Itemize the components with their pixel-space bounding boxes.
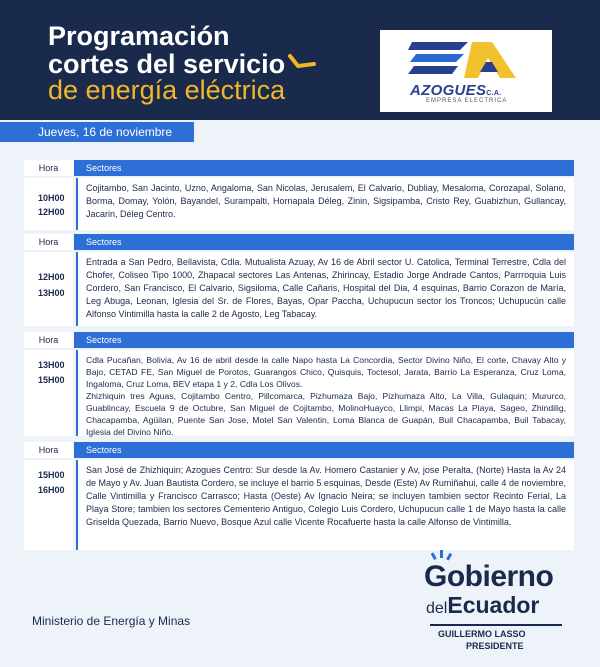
president-title: PRESIDENTE bbox=[466, 641, 524, 651]
time-cell bbox=[24, 252, 73, 326]
sectores-header: Sectores bbox=[74, 160, 574, 176]
start-time: 12H00 bbox=[38, 272, 65, 282]
schedule-block-2 bbox=[24, 234, 574, 326]
logo-name: AZOGUESC.A. bbox=[410, 82, 502, 99]
end-time: 13H00 bbox=[38, 288, 65, 298]
schedule-block-4 bbox=[24, 442, 574, 550]
azogues-logo bbox=[380, 30, 552, 112]
hora-header: Hora bbox=[24, 234, 73, 250]
date-label: Jueves, 16 de noviembre bbox=[0, 122, 194, 142]
end-time: 15H00 bbox=[38, 375, 65, 385]
header-banner bbox=[0, 0, 600, 120]
ministry-label: Ministerio de Energía y Minas bbox=[32, 614, 191, 628]
president-name: GUILLERMO LASSO bbox=[438, 629, 526, 639]
sectores-header: Sectores bbox=[74, 442, 574, 458]
time-cell bbox=[24, 460, 73, 550]
hora-header: Hora bbox=[24, 442, 73, 458]
lightning-icon bbox=[286, 52, 318, 74]
gobierno-text: Gobierno bbox=[424, 560, 554, 593]
sectors-text: Cojitambo, San Jacinto, Uzno, Angaloma, San Nicolas, Jerusalem, El Calvario, Dubliay, Mesaloma, Corozapal, Solano, Borma, Domay, Yolón, Bayandel, Surampalti, Hornapala Déleg, Zinin, Sigsipamba, Cristo Rey, Guabizhun, Gullancay, Jacarin, Déleg Centro. bbox=[76, 178, 574, 230]
title-line-3: de energía eléctrica bbox=[48, 75, 286, 105]
schedule-block-3 bbox=[24, 332, 574, 436]
azogues-logo-icon bbox=[408, 40, 524, 82]
logo-subtitle: EMPRESA ELECTRICA bbox=[426, 98, 508, 104]
gobierno-logo bbox=[418, 548, 578, 658]
sectors-text bbox=[76, 350, 574, 436]
title-line-2: cortes del servicio bbox=[48, 49, 286, 79]
end-time: 12H00 bbox=[38, 207, 65, 217]
start-time: 13H00 bbox=[38, 360, 65, 370]
end-time: 16H00 bbox=[38, 485, 65, 495]
sectores-header: Sectores bbox=[74, 234, 574, 250]
sectors-text-part-1: Cdla Pucañan, Bolivia, Av 16 de abril desde la calle Napo hasta La Concordia, Sector Divino Niño, El corte, Chavay Alto y Bajo, CETAD FE, San Miguel de Porotos, Guarangos Chico, Quisquis, Toctesol, Jarata, Barrio La Esperanza, Cruz Loma, Ingaloma, Cruz Loma, BEV etapa 1 y 2, Cdla Los Olivos. bbox=[86, 355, 566, 389]
sectores-header: Sectores bbox=[74, 332, 574, 348]
sectors-text: Entrada a San Pedro, Bellavista, Cdla. Mutualista Azuay, Av 16 de Abril sector U. Catolica, Terminal Terrestre, Cdla del Chofer, Coliseo Tipo 1000, Zhapacal sectores Las Antenas, Zhirincay, Estadio Jorge Andrade Cantos, Parrroquia Luis Cordero, San Francisco, El Calvario, Sigsiloma, Calle Cañaris, Hospital del Dia, 4 esquinas, Barrio Corazon de María, Leg Abuga, Leonan, Iglesia del Sr. de Flores, Bayas, Opar Paccha, Uchupucun sector los Troncos; Uchupucún calle Alfonso Vintimilla hasta la calle 2 de Agosto, Leg Tabacay. bbox=[76, 252, 574, 326]
start-time: 10H00 bbox=[38, 193, 65, 203]
time-cell bbox=[24, 178, 73, 230]
start-time: 15H00 bbox=[38, 470, 65, 480]
divider bbox=[430, 624, 562, 626]
sectors-text-part-2: Zhizhiquin tres Aguas, Cojitambo Centro, Pillcomarca, Pizhumaza Bajo, Pizhumaza Alto, La Villa, Gulaquin; Mururco, Guablincay, Escuela 9 de Octubre, San Miguel de Cojitambo, MolinoHuayco, Llimpi, Macas La Playa, Sageo, Zhindilig, Chacapamba, Agüilan, Puente San Jose, Motel San Valentin, Loma Blanca de Guapán, Buil Chacapamba, Buil Tabacay, Iglesia del Divino Niño. bbox=[86, 391, 566, 437]
schedule-block-1 bbox=[24, 160, 574, 230]
hora-header: Hora bbox=[24, 160, 73, 176]
time-cell bbox=[24, 350, 73, 436]
sectors-text: San José de Zhizhiquin; Azogues Centro: Sur desde la Av. Homero Castanier y Av, jose Peralta, (Norte) Hasta la Av 24 de Mayo y Av. Juan Bautista Cordero, se incluye el barrio 5 esquinas, Desde (Este) Av Rumiñahui, calle 4 de noviembre, Calle Vintimilla y Francisco Carrasco; Hasta (Oeste) Av Ignacio Neira; se incluyen tambien sector Recinto Ferial, La Playa Store; tambien los sectores Cementerio Antiguo, Colegio Luis Cordero, Uchupucun calle 1 de Mayo hasta la calle Griselda Quezada, Barrio Nuevo, Bosque Azul calle Vicente Rocafuerte hasta la calle Alfonso de Vintimilla. bbox=[76, 460, 574, 550]
hora-header: Hora bbox=[24, 332, 73, 348]
title-line-1: Programación bbox=[48, 21, 230, 51]
del-ecuador-text: delEcuador bbox=[426, 592, 540, 618]
